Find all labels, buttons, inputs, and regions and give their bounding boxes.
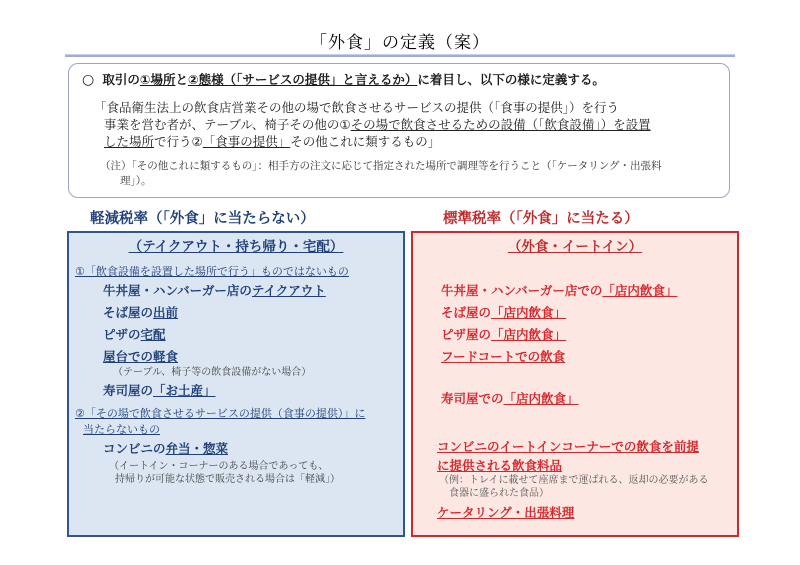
list-item: そば屋の出前 (103, 305, 179, 320)
definition-line-1: 「食品衛生法上の飲食店営業その他の場で飲食させるサービスの提供（「食事の提供」）を行う (94, 100, 620, 115)
catering-item: ケータリング・出張料理 (437, 505, 575, 520)
heading-place: ①場所 (139, 72, 176, 87)
heading-part-3: と (175, 72, 188, 87)
standard-rate-panel (411, 231, 739, 537)
heading-manner: ②態様（「サービスの提供」と言えるか） (187, 72, 418, 87)
list-item: 寿司屋での「店内飲食」 (441, 391, 579, 406)
list-item: ピザの宅配 (103, 327, 166, 342)
reduced-rate-subheading: （テイクアウト・持ち帰り・宅配） (128, 239, 344, 255)
title-divider (65, 54, 735, 57)
conv-line-1: コンビニのイートインコーナーでの飲食を前提 (437, 439, 699, 454)
standard-rate-subheading: （外食・イートイン） (507, 239, 643, 255)
list-item: ピザ屋の「店内飲食」 (441, 327, 567, 342)
list-item: 寿司屋の「お土産」 (103, 383, 216, 398)
list-item: そば屋の「店内飲食」 (441, 305, 567, 320)
page-title: 「外食」の定義（案） (310, 33, 490, 53)
conv-note-1: （例：トレイに載せて座席まで運ばれる、返却の必要がある (439, 475, 709, 486)
conv-note-1: （イートイン・コーナーのある場合であっても、 (109, 461, 329, 472)
list-item: 牛丼屋・ハンバーガー店での「店内飲食」 (441, 283, 678, 298)
conv-line-2: に提供される飲食料品 (437, 458, 563, 473)
definition-line-2: 事業を営む者が、テーブル、椅子その他の①その場で飲食させるための設備（「飲食設備」）を設置 (104, 117, 651, 132)
definition-heading (82, 70, 605, 88)
note-line-1: （注）「その他これに類するもの」：相手方の注文に応じて指定された場所で調理等を行うこと（「ケータリング・出張料 (100, 160, 662, 172)
condition-1: ①「飲食設備を設置した場所で行う」ものではないもの (75, 265, 349, 278)
definition-body (94, 99, 724, 150)
reduced-rate-heading: 軽減税率（「外食」に当たらない） (90, 211, 315, 227)
heading-part-1: 取引の (102, 72, 140, 87)
condition-2-line-2: 当たらないもの (83, 423, 160, 436)
definition-note (100, 159, 724, 189)
reduced-rate-panel (67, 231, 405, 537)
list-item: フードコートでの飲食 (441, 349, 566, 364)
list-item: 屋台での軽食 (103, 349, 179, 364)
list-item: 牛丼屋・ハンバーガー店のテイクアウト (103, 283, 326, 298)
yatai-note: （テーブル、椅子等の飲食設備がない場合） (113, 367, 312, 378)
note-line-2: 理」）。 (120, 175, 152, 187)
conv-note-2: 持帰りが可能な状態で販売される場合は「軽減」） (115, 474, 340, 485)
standard-rate-heading: 標準税率（「外食」に当たる） (443, 211, 639, 227)
conv-note-2: 食器に盛られた食品） (449, 488, 549, 499)
definition-line-3: した場所で行う②「食事の提供」その他これに類するもの」 (104, 134, 441, 149)
heading-part-5: に着目し、以下の様に定義する。 (417, 72, 605, 87)
condition-2-line-1: ②「その場で飲食させるサービスの提供（食事の提供）」に (75, 407, 366, 420)
circle-bullet-icon: ○ (82, 72, 95, 88)
list-item: コンビニの弁当・惣菜 (103, 441, 229, 456)
